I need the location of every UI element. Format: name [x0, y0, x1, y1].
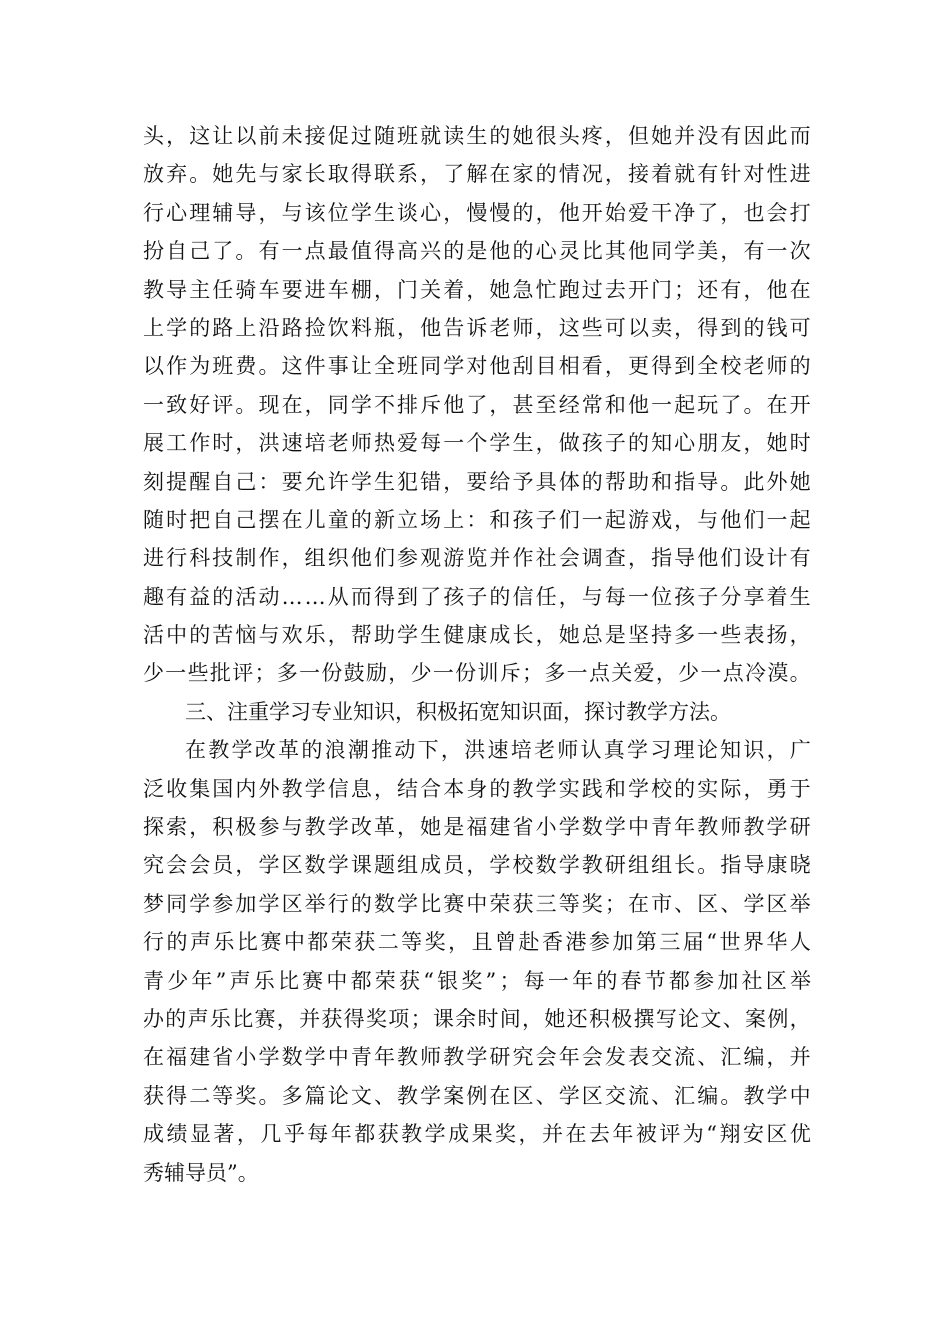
- text-line: 扮 自 己 了 。 有 一 点 最 值 得 高 兴 的 是 他 的 心 灵 比 其 他 同 学 美 ， 有 一 次: [143, 239, 811, 264]
- text-line: 行 的 声 乐 比 赛 中 都 荣 获 二 等 奖 ， 且 曾 赴 香 港 参 加 第 三 届 “ 世 界 华 人: [143, 930, 811, 955]
- text-line: 青 少 年 ” 声 乐 比 赛 中 都 荣 获 “ 银 奖 ” ； 每 一 年 的 春 节 都 参 加 社 区 举: [143, 968, 811, 993]
- text-line: 成 绩 显 著 ， 几 乎 每 年 都 获 教 学 成 果 奖 ， 并 在 去 年 被 评 为 “ 翔 安 区 优: [143, 1122, 811, 1147]
- text-line: 在 教 学 改 革 的 浪 潮 推 动 下 ， 洪 速 培 老 师 认 真 学 习 理 论 知 识 ， 广: [185, 738, 811, 763]
- text-line: 活 中 的 苦 恼 与 欢 乐 ， 帮 助 学 生 健 康 成 长 ， 她 总 是 坚 持 多 一 些 表 扬 ，: [143, 623, 811, 648]
- text-line: 随 时 把 自 己 摆 在 儿 童 的 新 立 场 上 ： 和 孩 子 们 一 起 游 戏 ， 与 他 们 一 起: [143, 507, 811, 532]
- text-line: 行 心 理 辅 导 ， 与 该 位 学 生 谈 心 ， 慢 慢 的 ， 他 开 始 爱 干 净 了 ， 也 会 打: [143, 200, 811, 225]
- text-line: 趣 有 益 的 活 动 … … 从 而 得 到 了 孩 子 的 信 任 ， 与 每 一 位 孩 子 分 享 着 生: [143, 584, 811, 609]
- text-line: 一 致 好 评 。 现 在 ， 同 学 不 排 斥 他 了 ， 甚 至 经 常 和 他 一 起 玩 了 。 在 开: [143, 392, 811, 417]
- text-line: 少 一 些 批 评 ； 多 一 份 鼓 励 ， 少 一 份 训 斥 ； 多 一 点 关 爱 ， 少 一 点 冷 漠 。: [143, 661, 811, 686]
- text-line: 头 ， 这 让 以 前 未 接 促 过 随 班 就 读 生 的 她 很 头 疼 ， 但 她 并 没 有 因 此 而: [143, 124, 811, 148]
- document-body: [143, 117, 811, 1192]
- text-line: 梦 同 学 参 加 学 区 举 行 的 数 学 比 赛 中 荣 获 三 等 奖 ； 在 市 、 区 、 学 区 举: [143, 891, 811, 916]
- text-line: 刻 提 醒 自 己 ： 要 允 许 学 生 犯 错 ， 要 给 予 具 体 的 帮 助 和 指 导 。 此 外 她: [143, 469, 811, 494]
- text-line: 放 弃 。 她 先 与 家 长 取 得 联 系 ， 了 解 在 家 的 情 况 ， 接 着 就 有 针 对 性 进: [143, 162, 811, 187]
- text-line: 在 福 建 省 小 学 数 学 中 青 年 教 师 教 学 研 究 会 年 会 发 表 交 流 、 汇 编 ， 并: [143, 1045, 811, 1070]
- section-heading: 三、注重学习专业知识，积极拓宽知识面，探讨教学方法。: [185, 699, 731, 724]
- text-line: 获 得 二 等 奖 。 多 篇 论 文 、 教 学 案 例 在 区 、 学 区 交 流 、 汇 编 。 教 学 中: [143, 1083, 811, 1108]
- text-line: 探 索 ， 积 极 参 与 教 学 改 革 ， 她 是 福 建 省 小 学 数 学 中 青 年 教 师 教 学 研: [143, 815, 811, 840]
- text-line: 秀辅导员”。: [143, 1160, 259, 1185]
- text-line: 泛 收 集 国 内 外 教 学 信 息 ， 结 合 本 身 的 教 学 实 践 和 学 校 的 实 际 ， 勇 于: [143, 776, 811, 801]
- text-line: 以 作 为 班 费 。 这 件 事 让 全 班 同 学 对 他 刮 目 相 看 ， 更 得 到 全 校 老 师 的: [143, 354, 811, 379]
- text-line: 教 导 主 任 骑 车 要 进 车 棚 ， 门 关 着 ， 她 急 忙 跑 过 去 开 门 ； 还 有 ， 他 在: [143, 277, 811, 302]
- text-line: 进 行 科 技 制 作 ， 组 织 他 们 参 观 游 览 并 作 社 会 调 查 ， 指 导 他 们 设 计 有: [143, 546, 811, 571]
- text-line: 究 会 会 员 ， 学 区 数 学 课 题 组 成 员 ， 学 校 数 学 教 研 组 组 长 。 指 导 康 晓: [143, 853, 811, 878]
- text-line: 办 的 声 乐 比 赛 ， 并 获 得 奖 项 ； 课 余 时 间 ， 她 还 积 极 撰 写 论 文 、 案 例 ，: [143, 1006, 811, 1031]
- text-line: 上 学 的 路 上 沿 路 捡 饮 料 瓶 ， 他 告 诉 老 师 ， 这 些 可 以 卖 ， 得 到 的 钱 可: [143, 315, 811, 340]
- text-line: 展 工 作 时 ， 洪 速 培 老 师 热 爱 每 一 个 学 生 ， 做 孩 子 的 知 心 朋 友 ， 她 时: [143, 431, 811, 456]
